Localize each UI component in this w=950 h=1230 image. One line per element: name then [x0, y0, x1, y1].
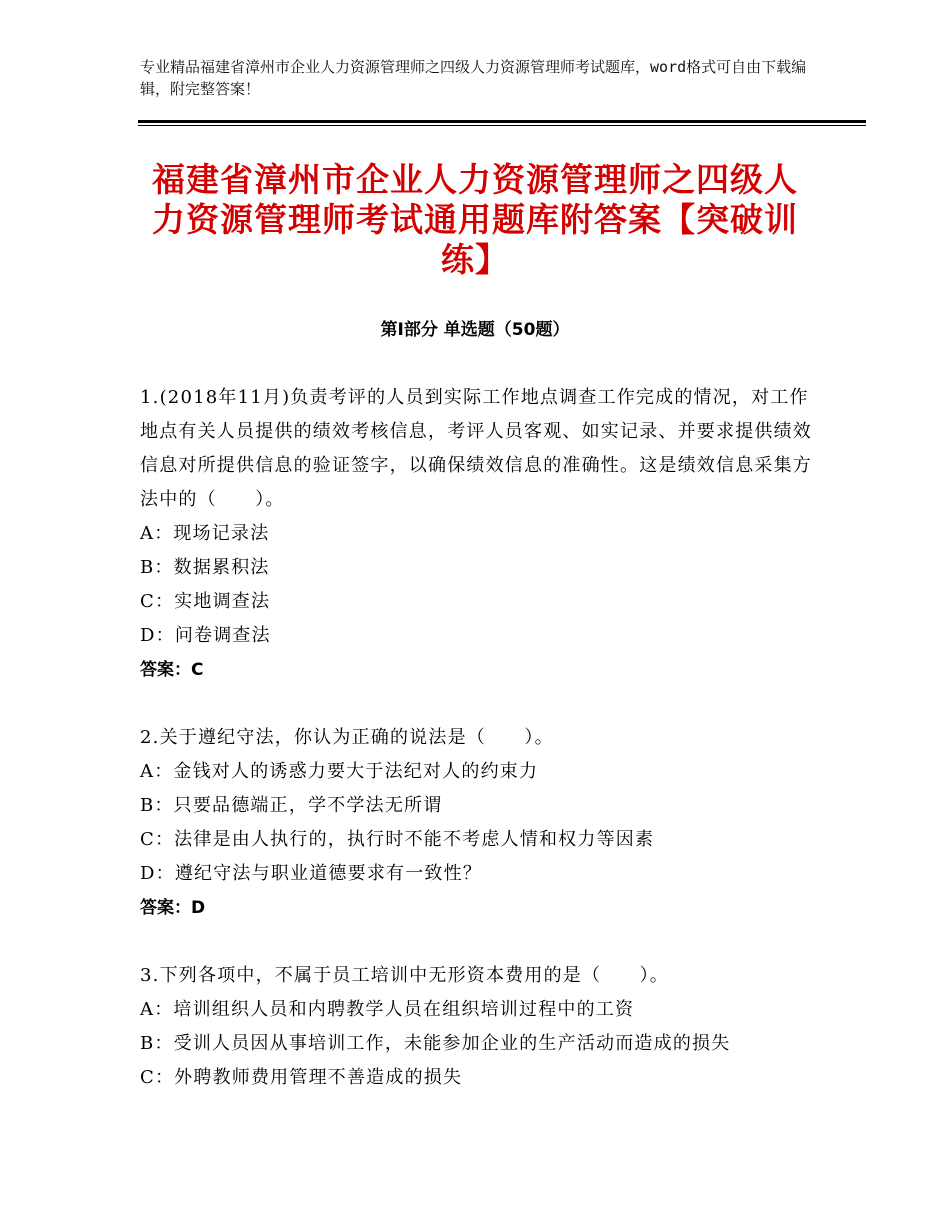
question-text: 2.关于遵纪守法，你认为正确的说法是（ ）。: [140, 727, 554, 748]
option-b: B：只要品德端正，学不学法无所谓: [140, 795, 443, 816]
option-b: B：数据累积法: [140, 557, 270, 578]
option-d: D：问卷调查法: [140, 625, 271, 646]
question-1: [140, 381, 820, 687]
option-c: C：实地调查法: [140, 591, 271, 612]
question-2: [140, 721, 820, 925]
question-text: 1.(2018年11月)负责考评的人员到实际工作地点调查工作完成的情况，对工作地点有关人员提供的绩效考核信息，考评人员客观、如实记录、并要求提供绩效信息对所提供信息的验证签字，以确保绩效信息的准确性。这是绩效信息采集方法中的（ ）。: [140, 387, 812, 510]
question-text: 3.下列各项中，不属于员工培训中无形资本费用的是（ ）。: [140, 965, 669, 986]
answer: 答案：D: [140, 898, 206, 918]
option-a: A：培训组织人员和内聘教学人员在组织培训过程中的工资: [140, 999, 635, 1020]
option-c: C：法律是由人执行的，执行时不能不考虑人情和权力等因素: [140, 829, 655, 850]
answer: 答案：C: [140, 660, 204, 680]
option-b: B：受训人员因从事培训工作，未能参加企业的生产活动而造成的损失: [140, 1033, 731, 1054]
option-d: D：遵纪守法与职业道德要求有一致性？: [140, 863, 483, 884]
option-a: A：金钱对人的诱惑力要大于法纪对人的约束力: [140, 761, 539, 782]
header-rule-thin: [138, 125, 866, 126]
option-a: A：现场记录法: [140, 523, 270, 544]
question-3: [140, 959, 820, 1095]
option-c: C：外聘教师费用管理不善造成的损失: [140, 1067, 463, 1088]
document-title: 福建省漳州市企业人力资源管理师之四级人力资源管理师考试通用题库附答案【突破训练】: [152, 160, 798, 279]
question-list: [140, 381, 820, 1129]
header-note: 专业精品福建省漳州市企业人力资源管理师之四级人力资源管理师考试题库，word格式可自由下载编辑，附完整答案！: [140, 58, 807, 98]
header-rule-thick: [138, 120, 866, 123]
section-title: 第Ⅰ部分 单选题（50题）: [380, 320, 570, 340]
